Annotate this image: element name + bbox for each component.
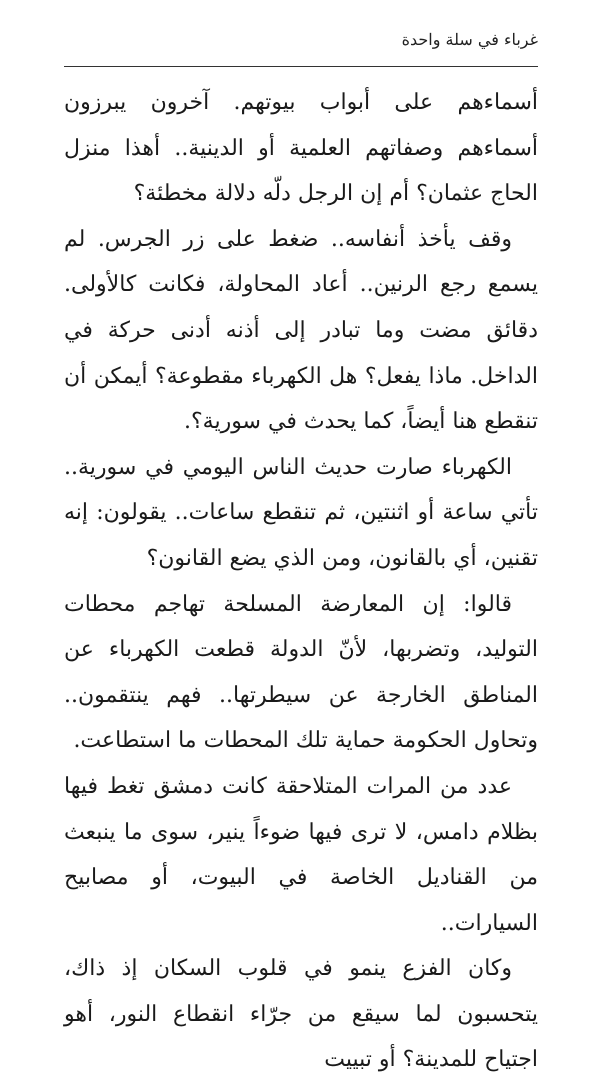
paragraph: الكهرباء صارت حديث الناس اليومي في سورية.. تأتي ساعة أو اثنتين، ثم تنقطع ساعات.. يقولون: إنه تقنين، أي بالقانون، ومن الذي يضع القانون؟ xyxy=(64,454,538,571)
header-divider xyxy=(64,66,538,67)
paragraph: وقف يأخذ أنفاسه.. ضغط على زر الجرس. لم يسمع رجع الرنين.. أعاد المحاولة، فكانت كالأولى. دقائق مضت وما تبادر إلى أذنه أدنى حركة في الداخل. ماذا يفعل؟ هل الكهرباء مقطوعة؟ أيمكن أن تنقطع هنا أيضاً، كما يحدث في سورية؟. xyxy=(64,226,538,435)
paragraph: أسماءهم على أبواب بيوتهم. آخرون يبرزون أسماءهم وصفاتهم العلمية أو الدينية.. أهذا منزل الحاج عثمان؟ أم إن الرجل دلّه دلالة مخطئة؟ xyxy=(64,90,538,207)
paragraph: وكان الفزع ينمو في قلوب السكان إذ ذاك، يتحسبون لما سيقع من جرّاء انقطاع النور، أهو اجتياح للمدينة؟ أو تبييت xyxy=(64,956,538,1073)
paragraph: قالوا: إن المعارضة المسلحة تهاجم محطات التوليد، وتضربها، لأنّ الدولة قطعت الكهرباء عن المناطق الخارجة عن سيطرتها.. فهم ينتقمون.. وتحاول الحكومة حماية تلك المحطات ما استطاعت. xyxy=(64,591,538,754)
body-text xyxy=(64,80,538,1083)
running-header-title: غرباء في سلة واحدة xyxy=(401,30,538,49)
paragraph: عدد من المرات المتلاحقة كانت دمشق تغط فيها بظلام دامس، لا ترى فيها ضوءاً ينير، سوى ما ينبعث من القناديل الخاصة في البيوت، أو مصابيح السيارات.. xyxy=(64,773,538,936)
